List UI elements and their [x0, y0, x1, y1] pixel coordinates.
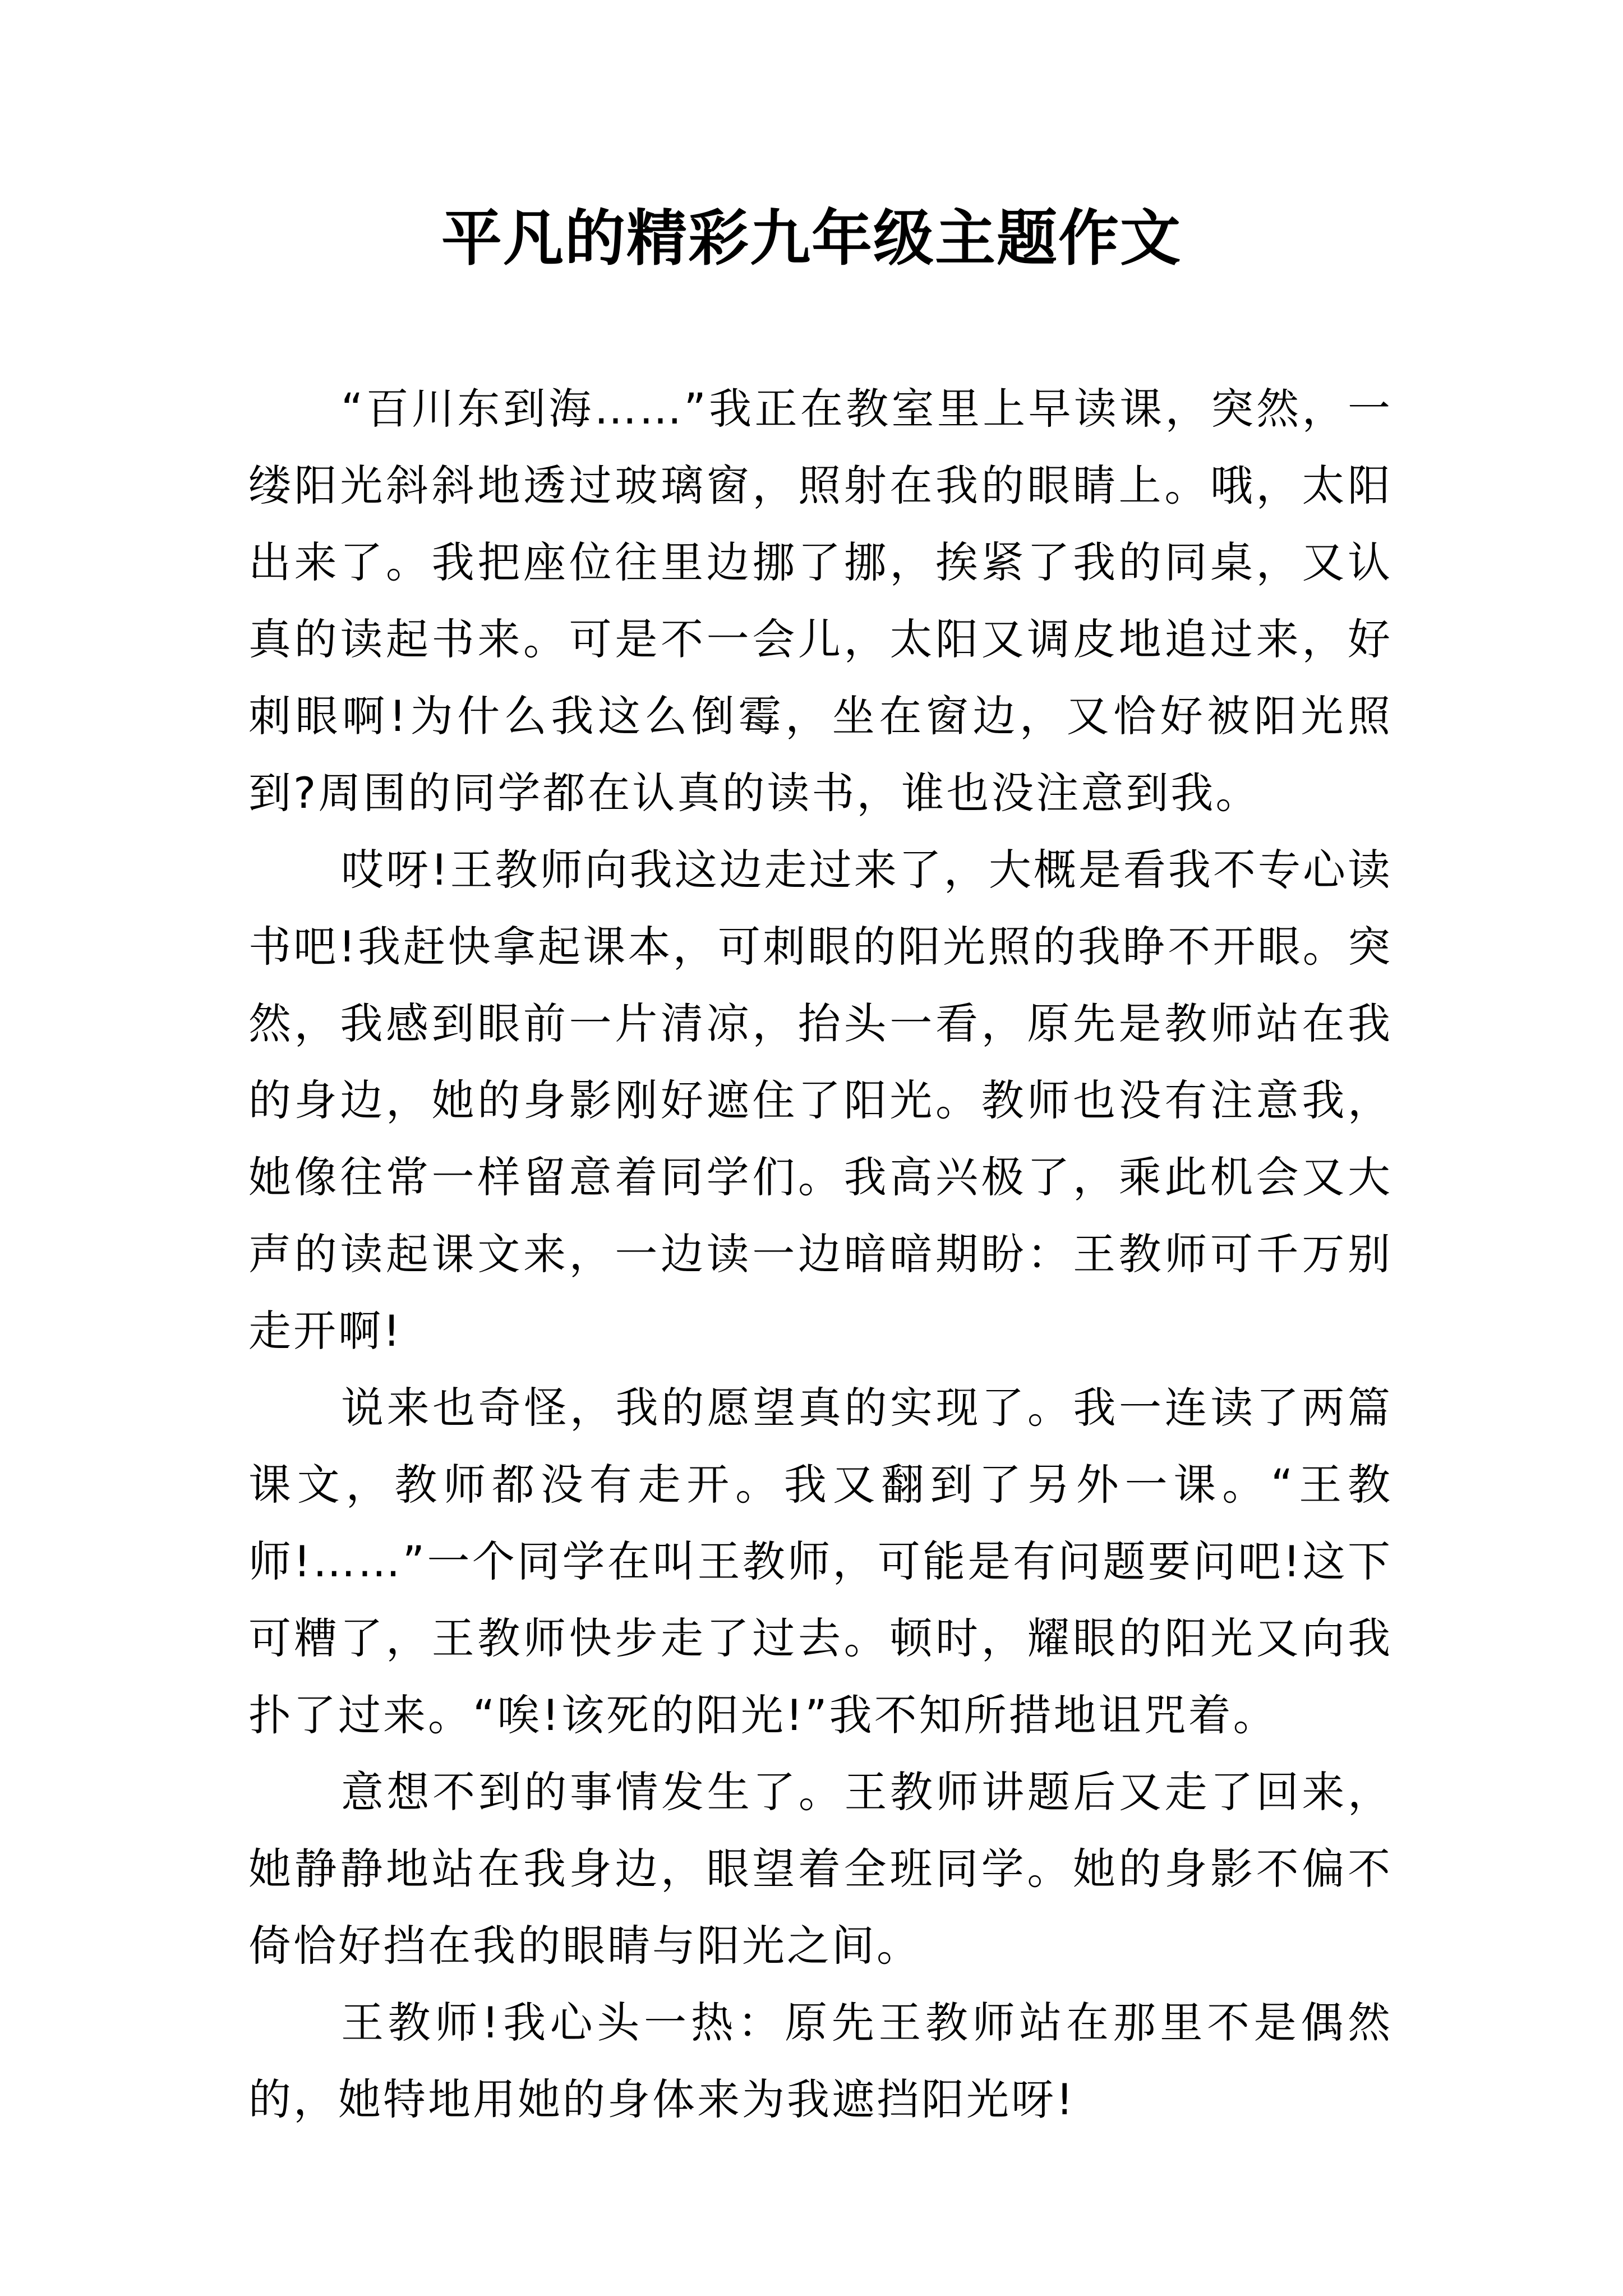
paragraph-3: 说来也奇怪，我的愿望真的实现了。我一连读了两篇课文，教师都没有走开。我又翻到了另外一课。“王教师!……”一个同学在叫王教师，可能是有问题要问吧!这下可糟了，王教师快步走了过去。顿时，耀眼的阳光又向我扑了过来。“唉!该死的阳光!”我不知所措地诅咒着。 [248, 1383, 1393, 1740]
document-title: 平凡的精彩九年级主题作文 [441, 203, 1182, 274]
paragraph-4: 意想不到的事情发生了。王教师讲题后又走了回来，她静静地站在我身边，眼望着全班同学。她的身影不偏不倚恰好挡在我的眼睛与阳光之间。 [248, 1767, 1393, 1971]
document-body [248, 370, 1393, 2138]
paragraph-1: “百川东到海……”我正在教室里上早读课，突然，一缕阳光斜斜地透过玻璃窗，照射在我的眼睛上。哦，太阳出来了。我把座位往里边挪了挪，挨紧了我的同桌，又认真的读起书来。可是不一会儿，太阳又调皮地追过来，好刺眼啊!为什么我这么倒霉，坐在窗边，又恰好被阳光照到?周围的同学都在认真的读书，谁也没注意到我。 [248, 384, 1393, 818]
paragraph-5: 王教师!我心头一热：原先王教师站在那里不是偶然的，她特地用她的身体来为我遮挡阳光呀! [248, 1998, 1393, 2124]
paragraph-2: 哎呀!王教师向我这边走过来了，大概是看我不专心读书吧!我赶快拿起课本，可刺眼的阳光照的我睁不开眼。突然，我感到眼前一片清凉，抬头一看，原先是教师站在我的身边，她的身影刚好遮住了阳光。教师也没有注意我，她像往常一样留意着同学们。我高兴极了，乘此机会又大声的读起课文来，一边读一边暗暗期盼：王教师可千万别走开啊! [248, 845, 1393, 1356]
